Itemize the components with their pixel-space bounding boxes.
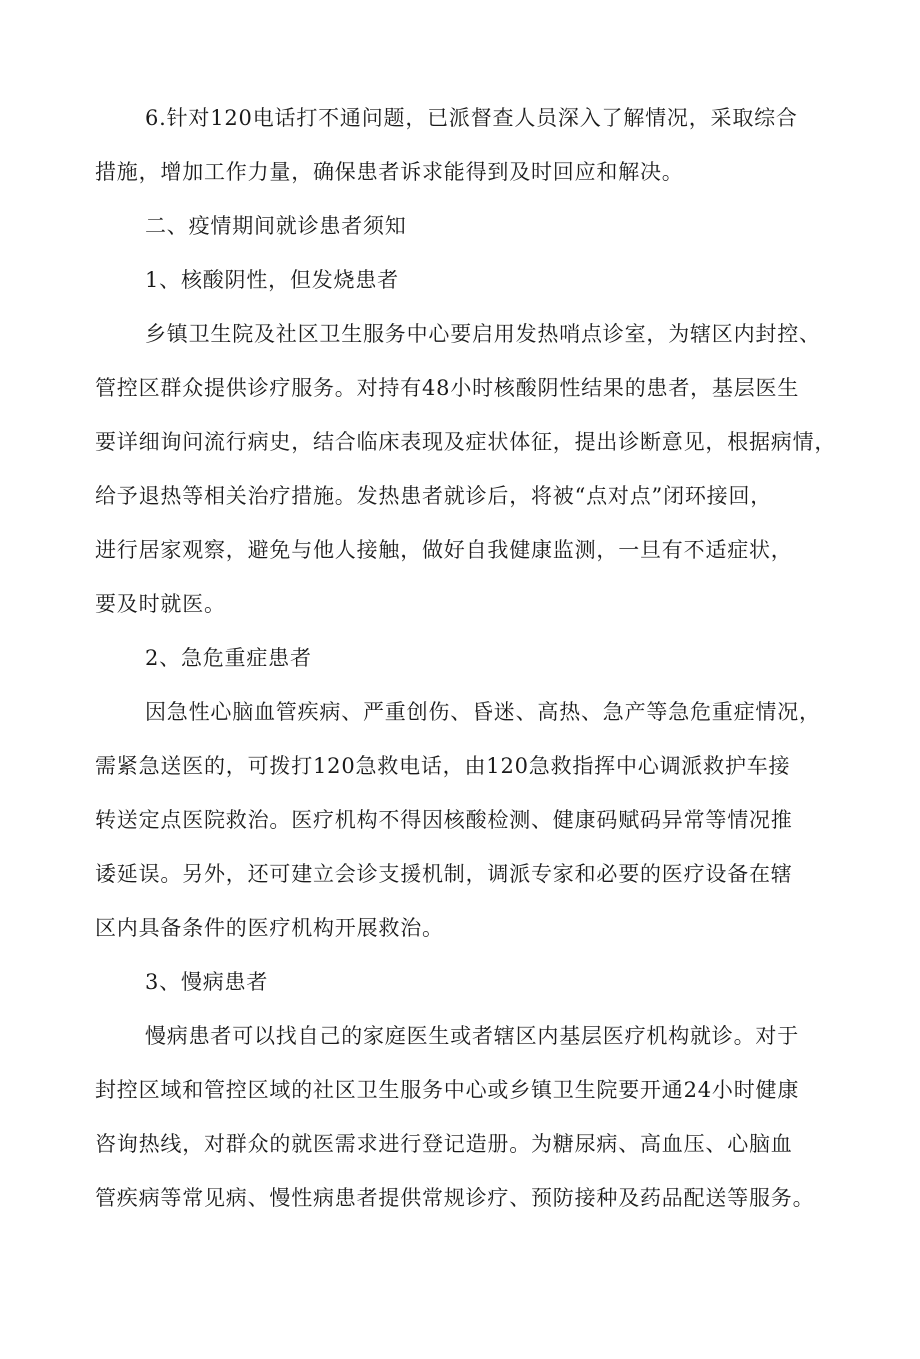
paragraph-line: 区内具备条件的医疗机构开展救治。: [95, 916, 444, 940]
paragraph-line: 因急性心脑血管疾病、严重创伤、昏迷、高热、急产等急危重症情况，: [145, 700, 821, 724]
subsection-heading: 2、急危重症患者: [145, 646, 312, 670]
subsection-heading: 1、核酸阴性，但发烧患者: [145, 268, 399, 292]
paragraph-line: 进行居家观察，避免与他人接触，做好自我健康监测，一旦有不适症状，: [95, 538, 793, 562]
paragraph-line: 管疾病等常见病、慢性病患者提供常规诊疗、预防接种及药品配送等服务。: [95, 1186, 815, 1210]
section-heading: 二、疫情期间就诊患者须知: [145, 214, 407, 238]
paragraph-line: 慢病患者可以找自己的家庭医生或者辖区内基层医疗机构就诊。对于: [145, 1024, 799, 1048]
paragraph-line: 乡镇卫生院及社区卫生服务中心要启用发热哨点诊室，为辖区内封控、: [145, 322, 821, 346]
paragraph-line: 给予退热等相关治疗措施。发热患者就诊后，将被“点对点”闭环接回，: [95, 484, 773, 508]
paragraph-line: 措施，增加工作力量，确保患者诉求能得到及时回应和解决。: [95, 160, 684, 184]
subsection-heading: 3、慢病患者: [145, 970, 269, 994]
paragraph-line: 6.针对120电话打不通问题，已派督查人员深入了解情况，采取综合: [145, 106, 798, 130]
paragraph-line: 诿延误。另外，还可建立会诊支援机制，调派专家和必要的医疗设备在辖: [95, 862, 793, 886]
paragraph-line: 封控区域和管控区域的社区卫生服务中心或乡镇卫生院要开通24小时健康: [95, 1078, 800, 1102]
paragraph-line: 转送定点医院救治。医疗机构不得因核酸检测、健康码赋码异常等情况推: [95, 808, 793, 832]
paragraph-line: 需紧急送医的，可拨打120急救电话，由120急救指挥中心调派救护车接: [95, 754, 791, 778]
paragraph-line: 管控区群众提供诊疗服务。对持有48小时核酸阴性结果的患者，基层医生: [95, 376, 800, 400]
paragraph-line: 要及时就医。: [95, 592, 226, 616]
paragraph-line: 要详细询问流行病史，结合临床表现及症状体征，提出诊断意见，根据病情，: [95, 430, 837, 454]
paragraph-line: 咨询热线，对群众的就医需求进行登记造册。为糖尿病、高血压、心脑血: [95, 1132, 793, 1156]
